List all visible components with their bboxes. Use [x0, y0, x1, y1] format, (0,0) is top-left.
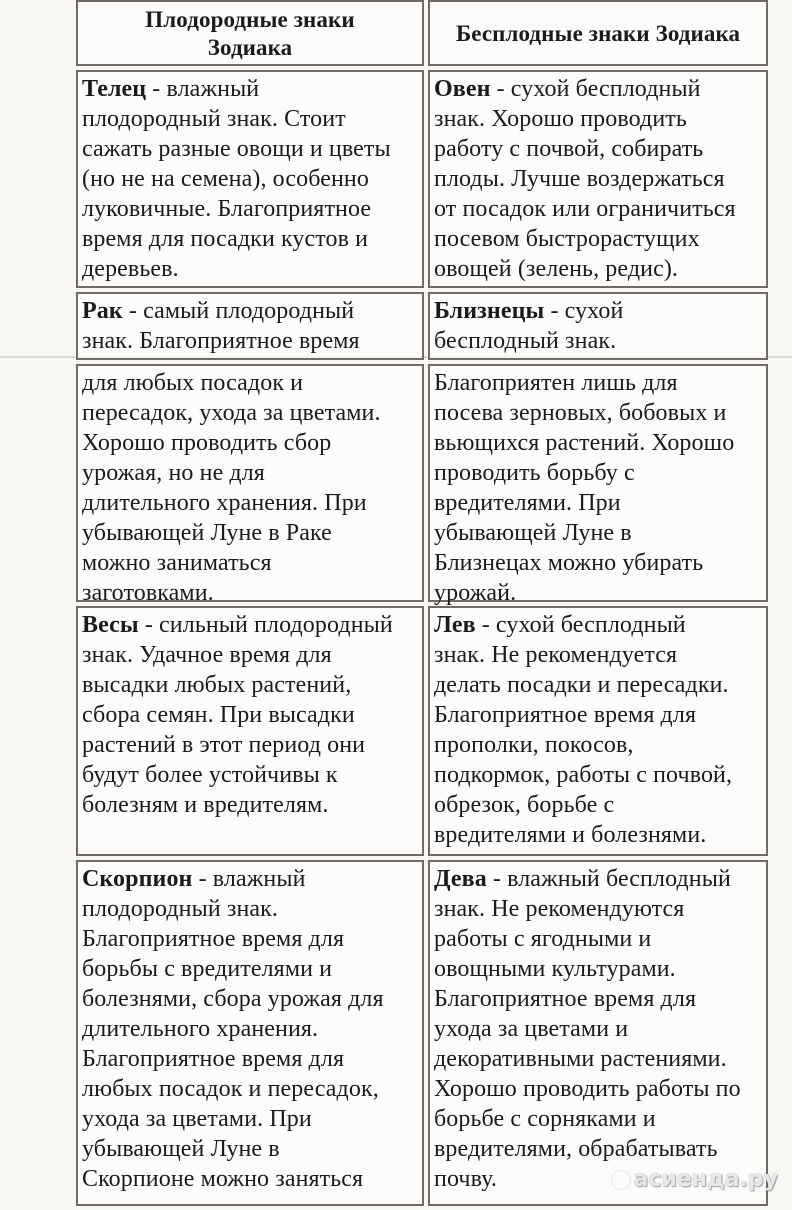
sign-text-line: посева зерновых, бобовых и	[434, 400, 727, 426]
sign-text-line: (но не на семена), особенно	[82, 166, 369, 192]
table-header-row	[76, 0, 768, 66]
sign-text-line: урожая, но не для	[82, 460, 265, 486]
sign-name: Скорпион	[82, 866, 193, 892]
sign-text-line: от посадок или ограничиться	[434, 196, 736, 222]
sign-text-line: Благоприятен лишь для	[434, 370, 678, 396]
sign-text-line: работу с почвой, собирать	[434, 136, 704, 162]
sign-text-line: ухода за цветами и	[434, 1016, 629, 1042]
sign-text-line: любых посадок и пересадок,	[82, 1076, 379, 1102]
sign-text-line: плодородный знак.	[82, 896, 279, 922]
barren-sign-cell	[428, 364, 768, 606]
sign-text-line: - влажный бесплодный	[486, 866, 731, 892]
fertile-sign-cell	[76, 860, 424, 1206]
sign-text-line: Благоприятное время для	[82, 1046, 345, 1072]
sign-text-line: болезням и вредителям.	[82, 792, 329, 818]
sign-text-line: знак. Не рекомендуется	[434, 642, 678, 668]
sign-text-line: почву.	[434, 1166, 498, 1192]
table-row	[76, 292, 768, 360]
sign-text-line: знак. Хорошо проводить	[434, 106, 687, 132]
sign-text-line: борьбы с вредителями и	[82, 956, 333, 982]
sign-text-line: вьющихся растений. Хорошо	[434, 430, 735, 456]
sign-text-line: урожай.	[434, 580, 517, 606]
sign-text-line: Хорошо проводить работы по	[434, 1076, 741, 1102]
sign-text-line: бесплодный знак.	[434, 328, 617, 354]
sign-text-line: - влажный	[146, 76, 260, 102]
header-fertile-signs: Плодородные знаки Зодиака	[76, 0, 424, 66]
sign-text-line: ухода за цветами. При	[82, 1106, 312, 1132]
sign-text-line: Благоприятное время для	[82, 926, 345, 952]
sign-text-line: сажать разные овощи и цветы	[82, 136, 391, 162]
sign-text-line: - сильный плодородный	[138, 612, 393, 638]
sign-text-line: борьбе с сорняками и	[434, 1106, 656, 1132]
header-barren-signs: Бесплодные знаки Зодиака	[428, 0, 768, 66]
table-row	[76, 860, 768, 1206]
sign-text-line: деревьев.	[82, 256, 179, 282]
sign-text-line: - сухой	[544, 298, 624, 324]
sign-text-line: подкормок, работы с почвой,	[434, 762, 733, 788]
sign-text-line: плодородный знак. Стоит	[82, 106, 346, 132]
sign-text-line: высадки любых растений,	[82, 672, 352, 698]
sign-text-line: - влажный	[192, 866, 306, 892]
sign-text-line: - сухой бесплодный	[490, 76, 701, 102]
fertile-sign-cell	[76, 364, 424, 606]
sign-name: Близнецы	[434, 298, 545, 324]
sign-text-line: Скорпионе можно заняться	[82, 1166, 364, 1192]
sign-text-line: обрезок, борьбе с	[434, 792, 615, 818]
sign-text-line: Благоприятное время для	[434, 986, 697, 1012]
fertile-sign-cell	[76, 292, 424, 360]
sign-text-line: заготовками.	[82, 580, 214, 606]
sign-text-line: будут более устойчивы к	[82, 762, 338, 788]
sign-text-line: длительного хранения.	[82, 1016, 319, 1042]
sign-text-line: убывающей Луне в	[434, 520, 632, 546]
zodiac-signs-table	[76, 0, 768, 1210]
sign-name: Овен	[434, 76, 491, 102]
sign-text-line: работы с ягодными и	[434, 926, 652, 952]
sign-text-line: длительного хранения. При	[82, 490, 367, 516]
sign-text-line: убывающей Луне в Раке	[82, 520, 332, 546]
sign-text-line: Благоприятное время для	[434, 702, 697, 728]
sign-text-line: Хорошо проводить сбор	[82, 430, 332, 456]
sign-text-line: посевом быстрорастущих	[434, 226, 700, 252]
sign-text-line: для любых посадок и	[82, 370, 304, 396]
table-row	[76, 70, 768, 288]
sign-text-line: убывающей Луне в	[82, 1136, 280, 1162]
barren-sign-cell	[428, 860, 768, 1206]
sign-text-line: можно заниматься	[82, 550, 272, 576]
site-watermark	[612, 1167, 778, 1192]
sign-text-line: - самый плодородный	[122, 298, 355, 324]
sign-name: Весы	[82, 612, 139, 638]
sign-text-line: пересадок, ухода за цветами.	[82, 400, 381, 426]
sign-text-line: время для посадки кустов и	[82, 226, 369, 252]
sign-text-line: проводить борьбу с	[434, 460, 635, 486]
sign-text-line: плоды. Лучше воздержаться	[434, 166, 725, 192]
sign-text-line: вредителями. При	[434, 490, 621, 516]
barren-sign-cell	[428, 70, 768, 288]
table-row	[76, 364, 768, 606]
sign-text-line: делать посадки и пересадки.	[434, 672, 729, 698]
sign-text-line: декоративными растениями.	[434, 1046, 727, 1072]
sign-name: Дева	[434, 866, 487, 892]
sign-text-line: овощей (зелень, редис).	[434, 256, 679, 282]
sign-text-line: луковичные. Благоприятное	[82, 196, 372, 222]
sign-text-line: Близнецах можно убирать	[434, 550, 704, 576]
sign-text-line: сбора семян. При высадки	[82, 702, 355, 728]
table-row	[76, 606, 768, 856]
fertile-sign-cell	[76, 606, 424, 856]
sign-name: Рак	[82, 298, 123, 324]
sign-text-line: овощными культурами.	[434, 956, 676, 982]
barren-sign-cell	[428, 292, 768, 360]
sign-text-line: знак. Удачное время для	[82, 642, 332, 668]
watermark-text: асиенда.ру	[633, 1167, 778, 1192]
sign-text-line: знак. Не рекомендуются	[434, 896, 685, 922]
sign-name: Лев	[434, 612, 476, 638]
sign-text-line: знак. Благоприятное время	[82, 328, 360, 354]
sign-text-line: растений в этот период они	[82, 732, 366, 758]
sign-name: Телец	[82, 76, 147, 102]
barren-sign-cell	[428, 606, 768, 856]
sign-text-line: вредителями, обрабатывать	[434, 1136, 718, 1162]
fertile-sign-cell	[76, 70, 424, 288]
sign-text-line: вредителями и болезнями.	[434, 822, 707, 848]
watermark-logo-icon	[612, 1171, 630, 1189]
sign-text-line: - сухой бесплодный	[475, 612, 686, 638]
sign-text-line: прополки, покосов,	[434, 732, 634, 758]
sign-text-line: болезнями, сбора урожая для	[82, 986, 384, 1012]
